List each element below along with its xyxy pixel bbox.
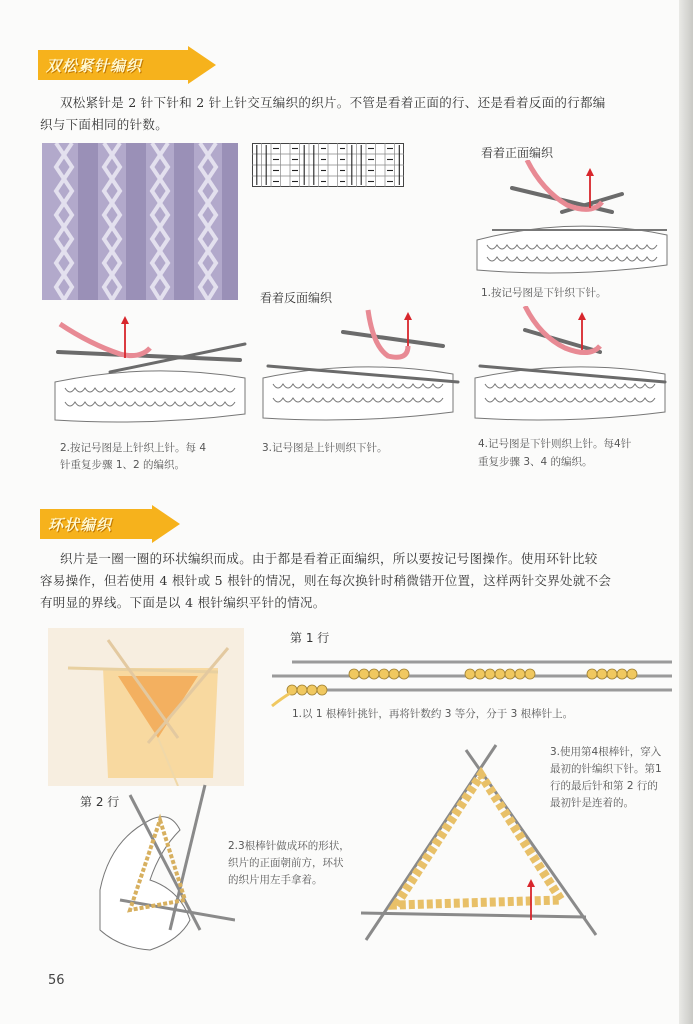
caption-step4-line1: 4.记号图是下针则织上针。每4针 — [478, 438, 632, 450]
caption-circular-step2-line3: 的织片用左手拿着。 — [228, 874, 323, 886]
label-row1: 第 1 行 — [290, 631, 330, 645]
section-banner-rib — [38, 46, 216, 84]
rib-intro-line2: 织与下面相同的针数。 — [40, 117, 169, 132]
caption-step3: 3.记号图是上针则织下针。 — [262, 442, 388, 454]
page-number: 56 — [48, 973, 65, 988]
step1-illustration — [472, 160, 672, 280]
rib-symbol-chart — [252, 143, 404, 187]
caption-circular-step2-line1: 2.3根棒针做成环的形状， — [228, 840, 350, 852]
caption-step1: 1.按记号图是下针织下针。 — [481, 287, 607, 299]
circular-para-line2: 容易操作，但若使用 4 根针或 5 根针的情况，则在每次换针时稍微错开位置，这样两针交界处就不会 — [40, 573, 612, 588]
section-title-circular: 环状编织 — [48, 516, 113, 534]
label-knit-front: 看着正面编织 — [481, 146, 554, 160]
caption-circular-step1: 1.以 1 根棒针挑针，再将针数约 3 等分，分于 3 根棒针上。 — [292, 708, 574, 720]
caption-circular-step3-line1: 3.使用第4根棒针，穿入 — [550, 746, 662, 758]
caption-step2-line1: 2.按记号图是上针织上针。每 4 — [60, 442, 207, 454]
row1-needles-illustration — [262, 648, 676, 710]
caption-circular-step3-line4: 最初针是连着的。 — [550, 797, 634, 809]
circular-knit-photo — [48, 628, 244, 786]
section-banner-circular — [40, 505, 180, 543]
label-row2: 第 2 行 — [80, 795, 120, 809]
caption-step2-line2: 针重复步骤 1、2 的编织。 — [60, 459, 186, 471]
section-title-rib: 双松紧针编织 — [46, 57, 143, 75]
step4-illustration — [470, 306, 670, 428]
circular-para-line1: 织片是一圈一圈的环状编织而成。由于都是看着正面编织，所以要按记号图操作。使用环针比较 — [60, 551, 598, 566]
step3-illustration — [258, 306, 463, 428]
label-knit-back: 看着反面编织 — [260, 291, 333, 305]
page-binding-shadow — [679, 0, 693, 1024]
caption-circular-step3-line3: 行的最后针和第 2 行的 — [550, 780, 658, 792]
caption-circular-step2-line2: 织片的正面朝前方，环状 — [228, 857, 344, 869]
caption-step4-line2: 重复步骤 3、4 的编织。 — [478, 456, 593, 468]
circular-para-line3: 有明显的界线。下面是以 4 根针编织平针的情况。 — [40, 595, 326, 610]
caption-circular-step3-line2: 最初的针编织下针。第1 — [550, 763, 662, 775]
hand-holding-needles-illustration — [90, 780, 235, 958]
rib-fabric-photo — [42, 143, 238, 300]
step2-illustration — [50, 314, 250, 432]
rib-intro-line1: 双松紧针是 2 针下针和 2 针上针交互编织的织片。不管是看着正面的行、还是看着反面的行都编 — [60, 95, 606, 110]
